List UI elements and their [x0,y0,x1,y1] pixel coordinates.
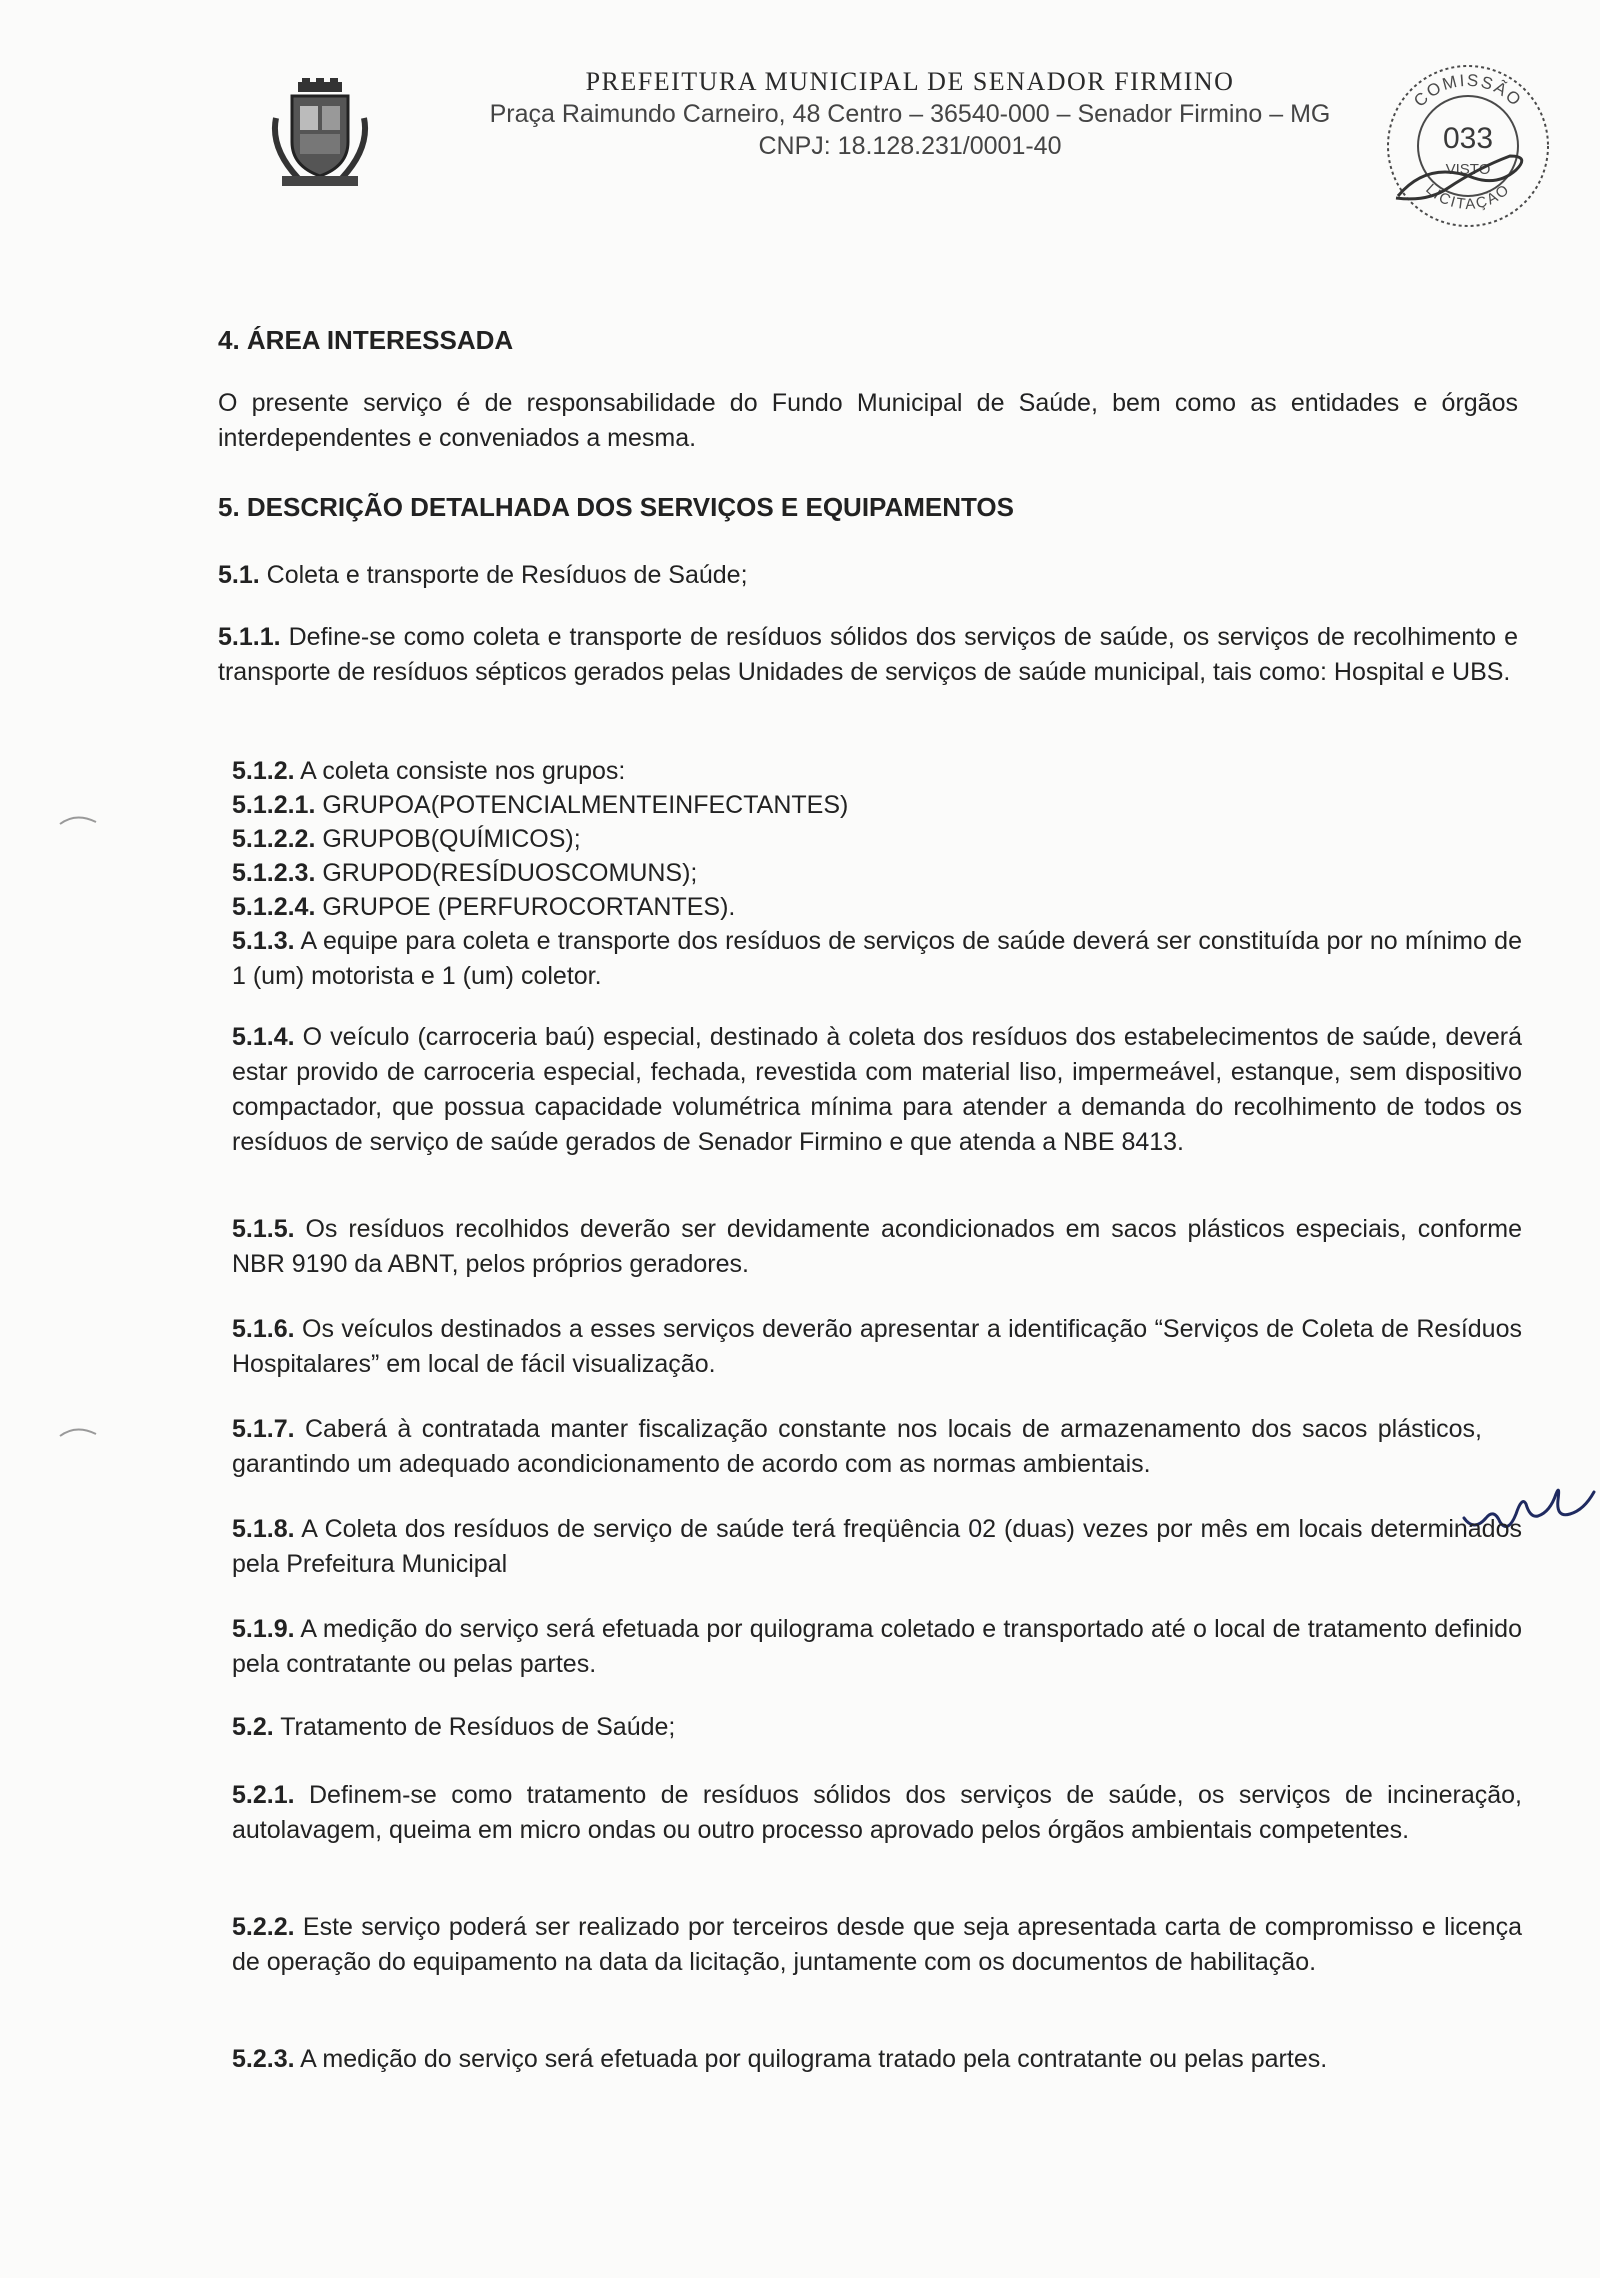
paragraph-number: 5.2.2. [232,1913,295,1941]
paragraph-5-2 [232,1710,1522,1745]
group-item-e [232,890,1522,925]
stamp-top-text: COMISSÃO [1410,70,1526,111]
letterhead [420,66,1400,162]
letterhead-title: PREFEITURA MUNICIPAL DE SENADOR FIRMINO [585,67,1235,96]
group-number: 5.1.2.2. [232,825,316,853]
paragraph-number: 5.1.2. [232,757,295,785]
paragraph-number: 5.1.6. [232,1315,295,1343]
paragraph-text: A medição do serviço será efetuada por quilograma coletado e transportado até o local de tratamento definido pela contratante ou pelas partes. [232,1615,1522,1678]
paragraph-5-1-4 [232,1020,1522,1160]
group-number: 5.1.2.1. [232,791,316,819]
margin-mark [58,1424,98,1440]
section-4-title: 4. ÁREA INTERESSADA [218,325,514,355]
group-text: GRUPOB(QUÍMICOS); [322,825,581,853]
paragraph-5-1 [218,558,1518,593]
paragraph-number: 5.1.4. [232,1023,295,1051]
paragraph-number: 5.1.3. [232,927,295,955]
group-text: GRUPOA(POTENCIALMENTEINFECTANTES) [322,791,849,819]
paragraph-text: Os veículos destinados a esses serviços deverão apresentar a identificação “Serviços de Coleta de Resíduos Hospitalares” em local de fácil visualização. [232,1315,1522,1378]
letterhead-cnpj: CNPJ: 18.128.231/0001-40 [758,132,1062,160]
stamp-middle-text: VISTO [1445,161,1491,178]
paragraph-text: Os resíduos recolhidos deverão ser devidamente acondicionados em sacos plásticos especiais, conforme NBR 9190 da ABNT, pelos próprios geradores. [232,1215,1522,1278]
paragraph-number: 5.2.3. [232,2045,295,2073]
commission-stamp [1378,56,1558,236]
paragraph-5-1-9 [232,1612,1522,1682]
group-number: 5.1.2.4. [232,893,316,921]
paragraph-5-1-2 [232,754,1522,789]
paragraph-number: 5.1. [218,561,260,589]
paragraph-5-2-2 [232,1910,1522,1980]
paragraph-number: 5.2.1. [232,1781,295,1809]
paragraph-5-1-5 [232,1212,1522,1282]
paragraph-number: 5.1.9. [232,1615,295,1643]
paragraph-5-2-3 [232,2042,1522,2077]
municipal-crest-icon [268,78,372,190]
margin-mark [58,812,98,828]
letterhead-address: Praça Raimundo Carneiro, 48 Centro – 36540-000 – Senador Firmino – MG [489,100,1331,128]
section-5-title: 5. DESCRIÇÃO DETALHADA DOS SERVIÇOS E EQUIPAMENTOS [218,492,1014,522]
paragraph-number: 5.1.7. [232,1415,295,1443]
paragraph-text: Caberá à contratada manter fiscalização constante nos locais de armazenamento dos sacos plásticos, garantindo um adequado acondicionamento de acordo com as normas ambientais. [232,1415,1482,1478]
paragraph-text: Definem-se como tratamento de resíduos sólidos dos serviços de saúde, os serviços de incineração, autolavagem, queima em micro ondas ou outro processo aprovado pelos órgãos ambientais competentes. [232,1781,1522,1844]
paragraph-5-2-1 [232,1778,1522,1848]
paragraph-5-1-3 [232,924,1522,994]
paragraph-text: Define-se como coleta e transporte de resíduos sólidos dos serviços de saúde, os serviços de recolhimento e transporte de resíduos sépticos gerados pelas Unidades de serviços de saúde municipal, tais como: Hospital e UBS. [218,623,1519,686]
paragraph-5-1-6 [232,1312,1522,1382]
paragraph-text: A medição do serviço será efetuada por quilograma tratado pela contratante ou pelas partes. [300,2045,1328,2073]
paragraph-number: 5.1.8. [232,1515,295,1543]
group-text: GRUPOD(RESÍDUOSCOMUNS); [322,859,698,887]
section-4-text: O presente serviço é de responsabilidade do Fundo Municipal de Saúde, bem como as entidades e órgãos interdependentes e conveniados a mesma. [218,389,1518,452]
paragraph-5-1-8 [232,1512,1522,1582]
group-item-d [232,856,1522,891]
stamp-number: 033 [1442,122,1494,155]
paragraph-text: A coleta consiste nos grupos: [300,757,626,785]
paragraph-number: 5.1.5. [232,1215,295,1243]
paragraph-text: A Coleta dos resíduos de serviço de saúde terá freqüência 02 (duas) vezes por mês em locais determinados pela Prefeitura Municipal [232,1515,1522,1578]
paragraph-text: O veículo (carroceria baú) especial, destinado à coleta dos resíduos dos estabelecimentos de saúde, deverá estar provido de carroceria especial, fechada, revestida com material liso, impermeável, estanque, sem dispositivo compactador, que possua capacidade volumétrica mínima para atender a demanda do recolhimento de todos os resíduos de serviço de saúde gerados de Senador Firmino e que atenda a NBE 8413. [232,1023,1523,1156]
group-text: GRUPOE (PERFUROCORTANTES). [322,893,736,921]
paragraph-text: Este serviço poderá ser realizado por terceiros desde que seja apresentada carta de compromisso e licença de operação do equipamento na data da licitação, juntamente com os documentos de habilitação. [232,1913,1522,1976]
group-number: 5.1.2.3. [232,859,316,887]
group-item-a [232,788,1522,823]
paragraph-5-1-7 [232,1412,1482,1482]
paragraph-5-1-1 [218,620,1518,690]
paragraph-text: Coleta e transporte de Resíduos de Saúde; [266,561,748,589]
svg-text:LICITAÇÃO [1422,181,1513,214]
paragraph-text: A equipe para coleta e transporte dos resíduos de serviços de saúde deverá ser constituída por no mínimo de 1 (um) motorista e 1 (um) coletor. [232,927,1522,990]
svg-text:COMISSÃO [1410,71,1526,111]
paragraph-number: 5.1.1. [218,623,281,651]
paragraph-number: 5.2. [232,1713,274,1741]
stamp-bottom-text: LICITAÇÃO [1422,180,1514,214]
group-item-b [232,822,1522,857]
paragraph-text: Tratamento de Resíduos de Saúde; [280,1713,676,1741]
